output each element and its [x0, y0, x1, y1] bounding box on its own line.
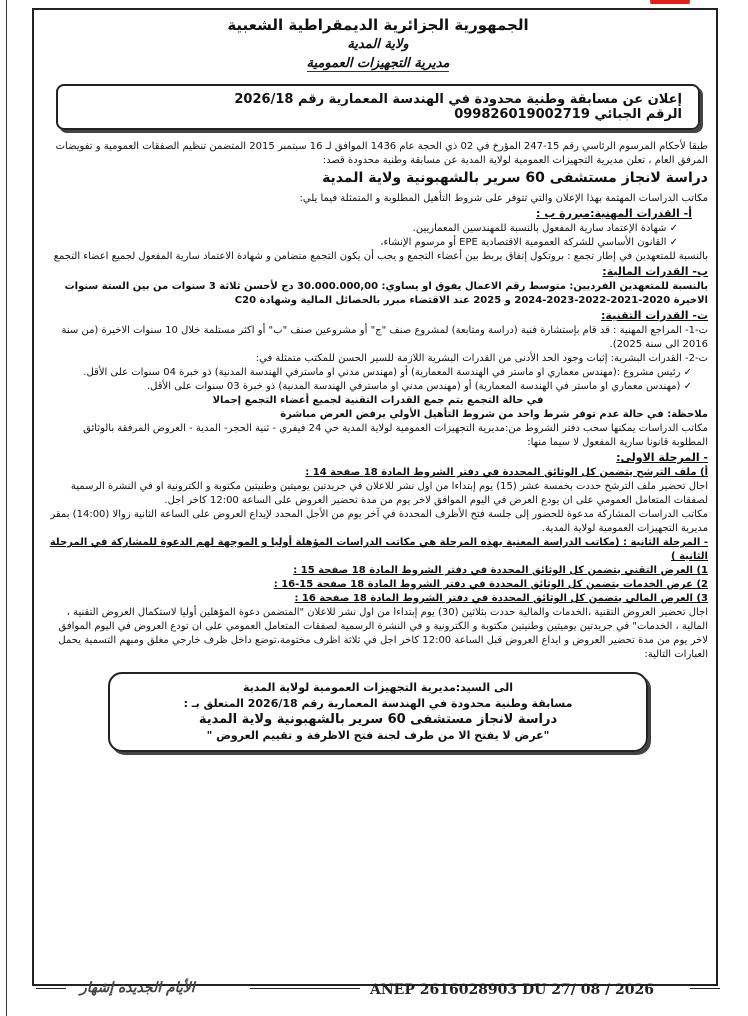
group-condition: بالنسبة للمتعهدين في إطار تجمع : بروتكول إتفاق يربط بين أعضاء التجمع و يجب أن يكون التجمع متضامن و شهادة الاعتماد سارية المفعول لجميع اعضاء التجمع — [53, 251, 708, 262]
address-line: مسابقة وطنية محدودة في الهندسة المعمارية رقم 2026/18 المتعلق بـ : — [183, 697, 573, 710]
withdraw-info: مكاتب الدراسات يمكنها سحب دفتر الشروط من:مديرية التجهيزات العمومية لولاية المدية حي 24 فيفري - ثنية الحجر- المدية - العروض المرفقة بالوثائق المطلوبة قانونا سارية المفعول لا سيما منها: — [83, 423, 708, 448]
address-note: "عرض لا يفتح الا من طرف لجنة فتح الاظرفة و تقييم العروض " — [206, 729, 550, 742]
human-capacities: ت-2- القدرات البشرية: إثبات وجود الحد الأدنى من القدرات البشرية اللازمة للسير الحسن للمكتب متمثلة في: — [255, 353, 708, 364]
list-item: ✓ رئيس مشروع :(مهندس معماري او ماستر في الهندسة المعمارية) أو (مهندس مدني او ماسترفي الهندسة المدنية) ذو خبرة 04 سنوات على الأقل. — [48, 366, 708, 380]
list-item: ✓ (مهندس معماري او ماستر في الهندسة المعمارية) أو (مهندس مدني او ماسترفي الهندسة المدنية) ذو خبرة 03 سنوات على الأقل. — [48, 380, 708, 394]
newspaper-label: الأيام الجديدة إشهار — [80, 980, 195, 996]
stage-two-title: - المرحلة الثانية : (مكاتب الدراسة المعنية بهذه المرحلة هي مكاتب الدراسات المؤهلة أوليا و الموجهة لهم الدعوة للمشاركة في المرحلة الثانية ) — [49, 537, 708, 562]
republic-title: الجمهورية الجزائرية الديمقراطية الشعبية — [227, 16, 529, 34]
list-item: ✓ القانون الأساسي للشركة العمومية الاقتصادية EPE أو مرسوم الإنشاء، — [48, 236, 708, 250]
address-line: الى السيد:مديرية التجهيزات العمومية لولاية المدية — [243, 681, 513, 694]
stage-two — [48, 536, 708, 662]
list-item: 2) عرض الخدمات يتضمن كل الوثائق المحددة في دفتر الشروط المادة 18 صفحة 15-16 : — [273, 579, 708, 590]
intro-conditions: مكاتب الدراسات المهتمة بهذا الإعلان والتي تتوفر على شروط التأهيل المطلوبة و المتمثلة فيما يلي: — [299, 193, 708, 204]
title-box — [56, 84, 700, 130]
stage-one-file: أ) ملف الترشح يتضمن كل الوثائق المحددة في دفتر الشروط المادة 18 صفحة 14 : — [305, 467, 708, 478]
footer-rule — [690, 988, 720, 989]
section-c-title: ت- القدرات التقنية: — [601, 309, 708, 322]
anep-reference: ANEP 2616028903 DU 27/ 08 / 2026 — [370, 982, 655, 998]
announcement-content — [48, 12, 708, 752]
stage-one — [48, 450, 708, 536]
section-a-title: أ- القدرات المهنية:مبررة ب : — [536, 207, 692, 220]
section-professional — [48, 206, 708, 264]
footer-rule — [36, 988, 66, 989]
stage-one-deadline: اجال تحضير ملف الترشح حددت بخمسة عشر (15) يوم إبتداءا من اول نشر للاعلان في جريدتين يوميتين وطنيتين مكتوبة و الكترونية او في النشرة الرسمية لصفقات المتعامل العمومي على ان يودع العرض في اليوم الموافق لاخر يوم من مدة تحضير العروض على الساعة 12:00 كاخر اجل. — [70, 481, 708, 506]
stage-two-deadline: اجال تحضير العروض التقنية ،الخدمات والمالية حددت بثلاثين (30) يوم إبتداءا من اول نشر للاعلان "المتضمن دعوة المؤهلين أوليا لاستكمال العروض التقنية ، المالية ، الخدمات" في جريدتين يوميتين وطنيتين مكتوبة و الكترونية و في النشرة الرسمية لصفقات المتعامل العمومي على ان تودع العروض في اليوم الموافق لاخر يوم من مدة تحضير العروض و ايداع العروض قبل الساعة 12:00 كاخر اجل في ثلاثة اظرف مختومة،توضع داخل ظرف خارجي مغلق ومبهم التسمية يحمل العبارات التالية: — [58, 607, 708, 660]
section-financial — [48, 264, 708, 308]
professional-references: ت-1- المراجع المهنية : قد قام بإستشارة فنية (دراسة ومتابعة) لمشروع صنف "ج" أو مشروعين صنف "ب" أو اكثر مستلمة خلال 10 سنوات الاخيرة (من سنة 2016 الى سنة 2025). — [61, 325, 708, 350]
section-technical — [48, 308, 708, 422]
title-line: إعلان عن مسابقة وطنية محدودة في الهندسة المعمارية رقم 2026/18 — [234, 92, 682, 107]
remark: ملاحظة: في حالة عدم توفر شرط واحد من شروط التأهيل الأولي يرفض العرض مباشرة — [280, 409, 708, 420]
header — [48, 16, 708, 72]
tax-number: الرقم الجبائي 099826019002719 — [454, 107, 682, 122]
project-title: دراسة لانجاز مستشفى 60 سرير بالشهبونية ولاية المدية — [322, 170, 708, 186]
intro-paragraph: طبقا لأحكام المرسوم الرئاسي رقم 15-247 المؤرخ في 02 ذي الحجة عام 1436 الموافق لـ 16 سبتمبر 2015 المتضمن تنظيم الصفقات العمومية و تفويضات المرفق العام ، تعلن مديرية التجهيزات العمومية لولاية المدية عن مسابقة وطنية محدودة قصد: — [55, 141, 708, 166]
group-note: في حالة التجمع يتم جمع القدرات التقنية لجميع أعضاء التجمع إجمالا — [212, 395, 544, 406]
wilaya-title: ولاية المدية — [347, 37, 409, 52]
page-edge — [0, 0, 7, 1016]
stage-one-title: - المرحلة الاولى: — [616, 451, 708, 464]
stage-one-opening: مكاتب الدراسات المشاركة مدعوة للحضور إلى جلسة فتح الأظرف المحددة في آخر يوم من الأجل المحدد لإيداع العروض على الساعة الثانية زوالا (14:00) بمقر مديرية التجهيزات العمومية لولاية المدية. — [50, 509, 708, 534]
address-project: دراسة لانجاز مستشفى 60 سرير بالشهبونية ولاية المدية — [198, 712, 558, 727]
financial-condition: بالنسبة للمتعهدين الفرديين: متوسط رقم الاعمال يفوق او يساوي: 30.000.000,00 دج لأحسن ثلاثة 3 سنوات من بين الستة سنوات الاخيرة 2020-2021-2022-2023-2024 و 2025 عند الاقتضاء مبرر بالحصائل المالية وشهادة C20 — [64, 281, 708, 306]
list-item: 3) العرض المالي يتضمن كل الوثائق المحددة في دفتر الشروط المادة 18 صفحة 16 : — [294, 593, 708, 604]
list-item: 1) العرض التقني يتضمن كل الوثائق المحددة في دفتر الشروط المادة 18 صفحة 15 : — [293, 565, 708, 576]
directorate-title: مديرية التجهيزات العمومية — [306, 56, 450, 71]
list-item: ✓ شهادة الإعتماد سارية المفعول بالنسبة للمهندسين المعماريين. — [48, 222, 708, 236]
footer-rule — [250, 988, 360, 989]
section-b-title: ب- القدرات المالية: — [602, 265, 708, 278]
address-box — [108, 672, 648, 752]
